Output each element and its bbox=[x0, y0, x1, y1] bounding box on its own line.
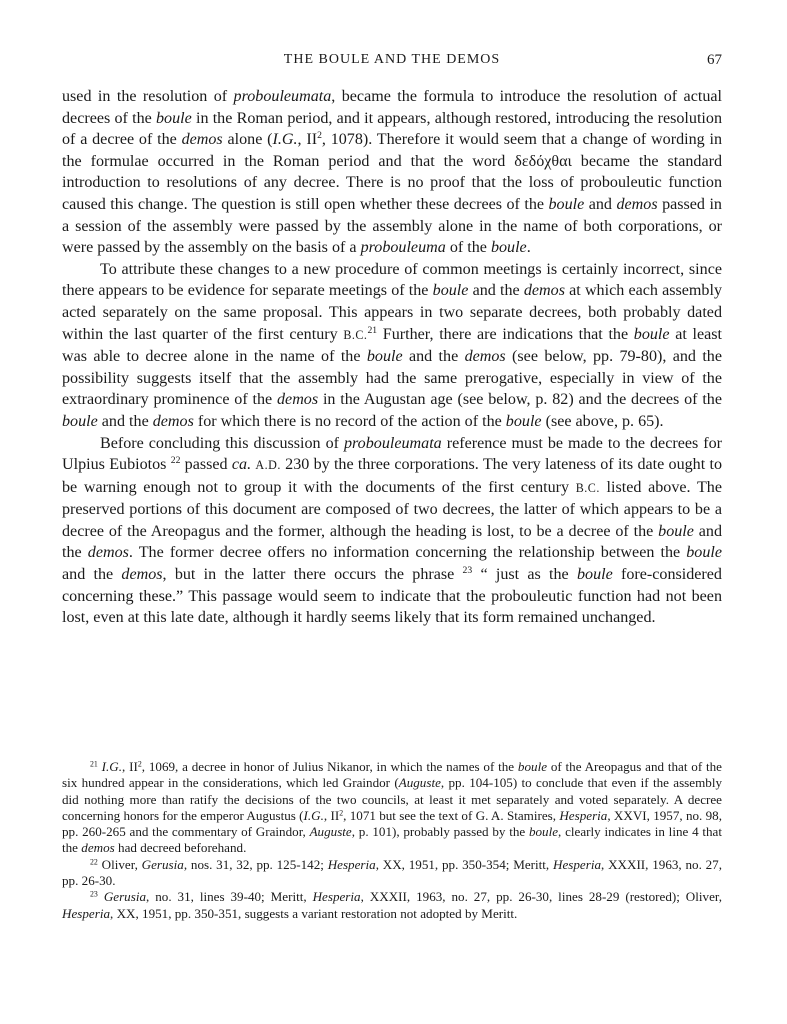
text-run: at which each assembly acted separately on the same proposal. This appears in two separate decrees, both probably dated within the last quarter of the first century bbox=[62, 282, 722, 343]
italic-term: boule bbox=[366, 348, 403, 366]
text-run: fore-considered concerning these.” This passage would seem to indicate that the probouleutic function had not been lost, even at this late date, although it hardly seems likely that its form remained unchanged. bbox=[62, 566, 722, 627]
italic-term: boule bbox=[686, 544, 722, 562]
text-run: and the bbox=[468, 282, 524, 300]
text-run: passed bbox=[180, 456, 232, 474]
superscript: 22 bbox=[170, 455, 181, 467]
text-run: , XXXII, 1963, no. 27, pp. 26-30. bbox=[62, 856, 722, 889]
italic-term: demos bbox=[277, 391, 319, 409]
italic-term: I.G. bbox=[303, 807, 324, 823]
italic-term: boule bbox=[155, 109, 192, 127]
italic-term: demos bbox=[121, 566, 163, 584]
italic-term: Gerusia bbox=[141, 856, 184, 872]
italic-term: demos bbox=[152, 412, 194, 430]
text-run: , p. 101), probably passed by the bbox=[351, 824, 529, 840]
text-run: at least was able to decree alone in the name of the bbox=[62, 325, 722, 366]
text-run: and the bbox=[62, 522, 722, 562]
text-run: alone ( bbox=[222, 131, 273, 149]
text-run: , 1071 but see the text of G. A. Stamires, bbox=[343, 807, 560, 823]
italic-term: Gerusia bbox=[103, 889, 147, 905]
italic-term: boule bbox=[432, 282, 469, 300]
text-run: passed in a session of the assembly were passed by the assembly alone in the name of both corporations, or were passed by the assembly on the basis of a bbox=[62, 195, 722, 257]
superscript: 23 bbox=[462, 565, 473, 577]
italic-term: demos bbox=[181, 131, 223, 149]
italic-term: Auguste bbox=[309, 824, 352, 840]
footnote bbox=[62, 857, 722, 890]
text-run: , XXVI, 1957, no. 98, pp. 260-265 and the commentary of Graindor, bbox=[62, 807, 722, 840]
text-run: “ just as the bbox=[472, 566, 577, 584]
text-run: , clearly indicates in line 4 that the bbox=[62, 824, 722, 856]
text-run: , XX, 1951, pp. 350-354; Meritt, bbox=[375, 856, 553, 872]
text-run: 230 by the three corporations. The very lateness of its date ought to be warning enough not to group it with the documents of the first century bbox=[62, 456, 722, 496]
text-run: , became the formula to introduce the resolution of actual decrees of the bbox=[62, 88, 722, 127]
text-run: , II bbox=[323, 807, 340, 823]
italic-term: demos bbox=[464, 348, 506, 366]
superscript: 21 bbox=[90, 759, 98, 769]
italic-term: boule bbox=[576, 566, 613, 584]
superscript: 2 bbox=[317, 130, 322, 142]
text-run: Oliver, bbox=[97, 856, 142, 872]
small-caps-abbrev: B.C. bbox=[343, 327, 368, 342]
text-run: and the bbox=[97, 412, 153, 430]
italic-term: Hesperia bbox=[312, 889, 361, 905]
text-run: , pp. 104-105) to conclude that even if the assembly did nothing more than ratify the decisions of the two councils, at least it met separately and voted separately. A decree concerning honors for the emperor Augustus ( bbox=[62, 775, 723, 823]
page-header bbox=[62, 52, 722, 72]
italic-term: probouleumata bbox=[343, 434, 442, 452]
page-number: 67 bbox=[707, 52, 722, 68]
text-run: had decreed beforehand. bbox=[114, 840, 247, 856]
text-run: , XXXII, 1963, no. 27, pp. 26-30, lines 28-29 (restored); Oliver, bbox=[360, 889, 722, 905]
text-run: used in the resolution of bbox=[62, 88, 234, 105]
text-run: Before concluding this discussion of bbox=[100, 434, 344, 452]
superscript: 22 bbox=[90, 857, 98, 867]
text-run: To attribute these changes to a new procedure of common meetings is certainly incorrect, since there appears to be evidence for separate meetings of the bbox=[62, 260, 722, 300]
text-run: , II bbox=[122, 759, 138, 774]
body-paragraph bbox=[62, 433, 722, 629]
text-run: (see below, pp. 79-80), and the possibility suggests itself that the assembly had the same prerogative, especially in view of the extraordinary prominence of the bbox=[62, 348, 722, 409]
italic-term: ca. bbox=[231, 456, 252, 474]
body-text bbox=[62, 86, 722, 629]
italic-term: demos bbox=[81, 840, 115, 856]
italic-term: boule bbox=[633, 325, 670, 343]
italic-term: Auguste bbox=[398, 775, 441, 791]
italic-term: boule bbox=[490, 239, 527, 257]
superscript: 2 bbox=[339, 808, 344, 818]
text-run: , 1069, a decree in honor of Julius Nikanor, in which the names of the bbox=[141, 759, 518, 774]
footnote bbox=[62, 759, 722, 857]
italic-term: Hesperia bbox=[559, 807, 608, 823]
italic-term: I.G. bbox=[101, 759, 123, 774]
text-run: for which there is no record of the action of the bbox=[193, 412, 506, 430]
text-run: and the bbox=[402, 348, 465, 366]
body-paragraph bbox=[62, 259, 722, 433]
small-caps-abbrev: A.D. bbox=[255, 458, 281, 473]
italic-term: probouleuma bbox=[360, 239, 446, 257]
italic-term: Hesperia bbox=[553, 856, 602, 872]
text-run: in the Augustan age (see below, p. 82) and the decrees of the bbox=[318, 391, 723, 409]
text-run: , but in the latter there occurs the phrase bbox=[162, 566, 463, 584]
text-run: of the bbox=[445, 239, 491, 257]
text-run: of the Areopagus and that of the six hundred appear in the considerations, which led Graindor ( bbox=[62, 759, 722, 791]
italic-term: boule bbox=[548, 195, 585, 213]
italic-term: boule bbox=[517, 759, 548, 774]
footnote bbox=[62, 889, 722, 922]
italic-term: boule bbox=[528, 824, 559, 840]
text-run: (see above, p. 65). bbox=[541, 412, 664, 430]
footnotes bbox=[62, 759, 722, 922]
text-run: , nos. 31, 32, pp. 125-142; bbox=[183, 856, 328, 872]
text-run: , XX, 1951, pp. 350-351, suggests a variant restoration not adopted by Meritt. bbox=[110, 905, 518, 921]
italic-term: I.G. bbox=[272, 131, 298, 149]
text-run: and bbox=[584, 195, 617, 213]
text-run: Further, there are indications that the bbox=[377, 325, 634, 343]
text-run: and the bbox=[62, 566, 122, 584]
text-run: . The former decree offers no information concerning the relationship between the bbox=[128, 544, 687, 562]
small-caps-abbrev: B.C. bbox=[575, 480, 600, 495]
italic-term: demos bbox=[616, 195, 658, 213]
running-title: THE BOULE AND THE DEMOS bbox=[283, 52, 501, 67]
superscript: 23 bbox=[90, 889, 98, 899]
text-run: in the Roman period, and it appears, although restored, introducing the resolution of a decree of the bbox=[62, 109, 722, 149]
text-run: . bbox=[526, 239, 531, 257]
italic-term: boule bbox=[505, 412, 542, 430]
italic-term: demos bbox=[87, 544, 129, 562]
text-run: , 1078). Therefore it would seem that a change of wording in the formulae occurred in the Roman period and that the word δεδόχθαι became the standard introduction to resolutions of any decree. There is no proof that the loss of probouleutic function caused this change. The question is still open whether these decrees of the bbox=[62, 131, 722, 213]
italic-term: demos bbox=[523, 282, 565, 300]
italic-term: Hesperia bbox=[62, 905, 111, 921]
text-run: , II bbox=[297, 131, 318, 149]
body-paragraph bbox=[62, 86, 722, 259]
superscript: 2 bbox=[137, 759, 142, 769]
italic-term: Hesperia bbox=[327, 856, 376, 872]
italic-term: probouleumata bbox=[233, 88, 332, 105]
italic-term: boule bbox=[658, 522, 694, 540]
text-run: , no. 31, lines 39-40; Meritt, bbox=[146, 889, 313, 905]
text-run: reference must be made to the decrees for Ulpius Eubiotos bbox=[62, 434, 722, 474]
text-run: listed above. The preserved portions of this document are composed of two decrees, the latter of which appears to be a decree of the Areopagus and the former, although the heading is lost, to be a decree of the bbox=[62, 478, 722, 540]
italic-term: boule bbox=[62, 412, 98, 430]
superscript: 21 bbox=[367, 324, 378, 336]
